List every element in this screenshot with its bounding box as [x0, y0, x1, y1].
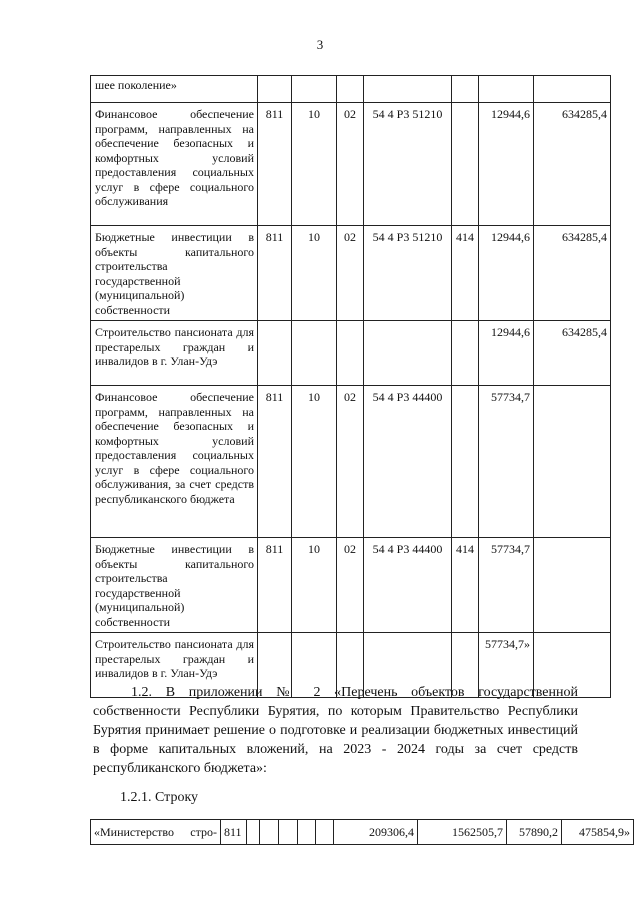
target-code: 54 4 Р3 51210	[364, 226, 452, 321]
expense-type-code	[452, 76, 479, 103]
sum-2024	[534, 386, 611, 538]
admin-code: 811	[258, 103, 292, 226]
table-row	[91, 226, 611, 321]
section-code	[292, 76, 337, 103]
expense-type-code	[452, 321, 479, 386]
value-cell: 57890,2	[507, 820, 562, 845]
target-code	[364, 321, 452, 386]
subsection-code: 02	[337, 538, 364, 633]
table-row	[91, 820, 634, 845]
sum-2023: 12944,6	[479, 103, 534, 226]
target-code: 54 4 Р3 44400	[364, 386, 452, 538]
sum-2023: 57734,7»	[479, 633, 534, 698]
sum-2023: 12944,6	[479, 321, 534, 386]
sum-2024	[534, 538, 611, 633]
empty-cell	[316, 820, 334, 845]
sum-2024: 634285,4	[534, 103, 611, 226]
table-row	[91, 386, 611, 538]
table-row	[91, 321, 611, 386]
row-name: Бюджетные инвестиции в объекты капитального строительства государственной (муниципальной) собственности	[91, 538, 258, 633]
subsection-code: 02	[337, 226, 364, 321]
admin-code: 811	[221, 820, 247, 845]
section-code	[292, 321, 337, 386]
subsection-code	[337, 321, 364, 386]
table-row	[91, 76, 611, 103]
admin-code: 811	[258, 386, 292, 538]
table-row	[91, 538, 611, 633]
empty-cell	[279, 820, 298, 845]
sum-2023: 57734,7	[479, 386, 534, 538]
budget-table	[90, 75, 611, 698]
paragraph-1-2: 1.2. В приложении № 2 «Перечень объектов государственной собственности Республики Бурятия, по которым Правительство Республики Бурятия принимает решение о подготовке и реализации бюджетных инвестиций в форме капитальных вложений, на 2023 - 2024 годы за счет средств республиканского бюджета»:	[93, 685, 578, 776]
section-code: 10	[292, 226, 337, 321]
replacement-row-table	[90, 819, 634, 845]
empty-cell	[247, 820, 260, 845]
expense-type-code	[452, 103, 479, 226]
empty-cell	[260, 820, 279, 845]
admin-code	[258, 76, 292, 103]
sum-2023	[479, 76, 534, 103]
empty-cell	[298, 820, 316, 845]
section-code: 10	[292, 386, 337, 538]
row-name: Строительство пансионата для престарелых граждан и инвалидов в г. Улан-Удэ	[91, 321, 258, 386]
row-name: Финансовое обеспечение программ, направленных на обеспечение безопасных и комфортных условий предоставления социальных услуг в сфере социального обслуживания	[91, 103, 258, 226]
sum-2023: 12944,6	[479, 226, 534, 321]
row-name: шее поколение»	[91, 76, 258, 103]
ministry-name: «Министерство стро-	[91, 820, 221, 845]
subsection-code	[337, 76, 364, 103]
subsection-code: 02	[337, 386, 364, 538]
sum-2024	[534, 76, 611, 103]
sum-2024: 634285,4	[534, 321, 611, 386]
table-row	[91, 103, 611, 226]
target-code	[364, 76, 452, 103]
sum-2024: 634285,4	[534, 226, 611, 321]
admin-code	[258, 321, 292, 386]
page-number: 3	[316, 37, 324, 52]
expense-type-code: 414	[452, 538, 479, 633]
row-name: Строительство пансионата для престарелых граждан и инвалидов в г. Улан-Удэ	[91, 633, 258, 698]
expense-type-code	[452, 386, 479, 538]
section-code: 10	[292, 538, 337, 633]
admin-code: 811	[258, 538, 292, 633]
value-cell: 1562505,7	[418, 820, 507, 845]
row-name: Бюджетные инвестиции в объекты капитального строительства государственной (муниципальной) собственности	[91, 226, 258, 321]
subheading-1-2-1: 1.2.1. Строку	[120, 790, 199, 805]
section-code: 10	[292, 103, 337, 226]
target-code: 54 4 Р3 44400	[364, 538, 452, 633]
sum-2023: 57734,7	[479, 538, 534, 633]
subsection-code: 02	[337, 103, 364, 226]
value-cell: 475854,9»	[562, 820, 634, 845]
target-code: 54 4 Р3 51210	[364, 103, 452, 226]
expense-type-code: 414	[452, 226, 479, 321]
value-cell: 209306,4	[334, 820, 418, 845]
admin-code: 811	[258, 226, 292, 321]
row-name: Финансовое обеспечение программ, направленных на обеспечение безопасных и комфортных условий предоставления социальных услуг в сфере социального обслуживания, за счет средств республиканского бюджета	[91, 386, 258, 538]
